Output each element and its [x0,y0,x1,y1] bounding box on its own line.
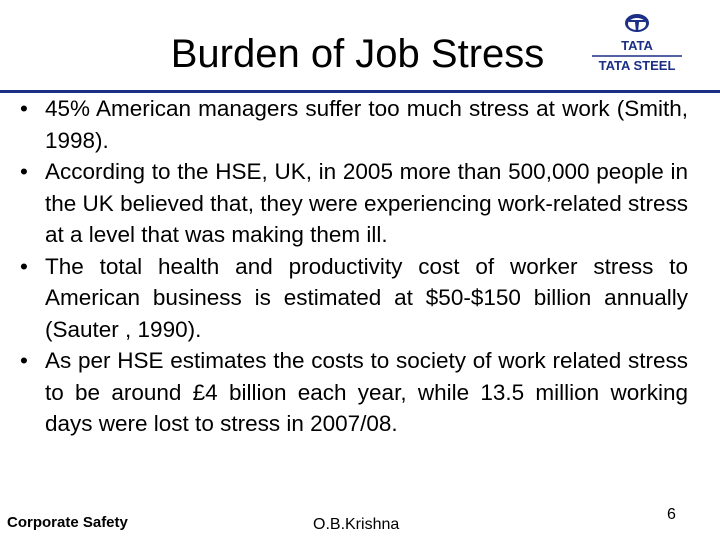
bullet-item [20,345,688,440]
bullet-list [20,93,688,440]
footer-author: O.B.Krishna [313,516,400,533]
bullet-icon: • [20,96,28,121]
logo-line2: TATA STEEL [598,58,676,73]
page-number: 6 [667,506,676,523]
tata-steel-logo [590,12,684,76]
bullet-icon: • [20,159,28,184]
bullet-text: 45% American managers suffer too much stress at work (Smith, 1998). [45,96,688,153]
bullet-item [20,93,688,156]
bullet-icon: • [20,348,28,373]
bullet-item [20,156,688,251]
bullet-text: According to the HSE, UK, in 2005 more than 500,000 people in the UK believed that, they were experiencing work-related stress at a level that was making them ill. [45,159,688,247]
tata-logo-icon [590,12,684,76]
logo-line1: TATA [621,38,653,53]
slide-title: Burden of Job Stress [170,32,545,76]
footer-department: Corporate Safety [7,514,128,531]
bullet-text: The total health and productivity cost of worker stress to American business is estimated at $50-$150 billion annually (Sauter , 1990). [45,253,688,342]
bullet-text: As per HSE estimates the costs to society of work related stress to be around £4 billion each year, while 13.5 million working days were lost to stress in 2007/08. [45,348,688,436]
bullet-item [20,251,688,346]
bullet-icon: • [20,253,28,279]
